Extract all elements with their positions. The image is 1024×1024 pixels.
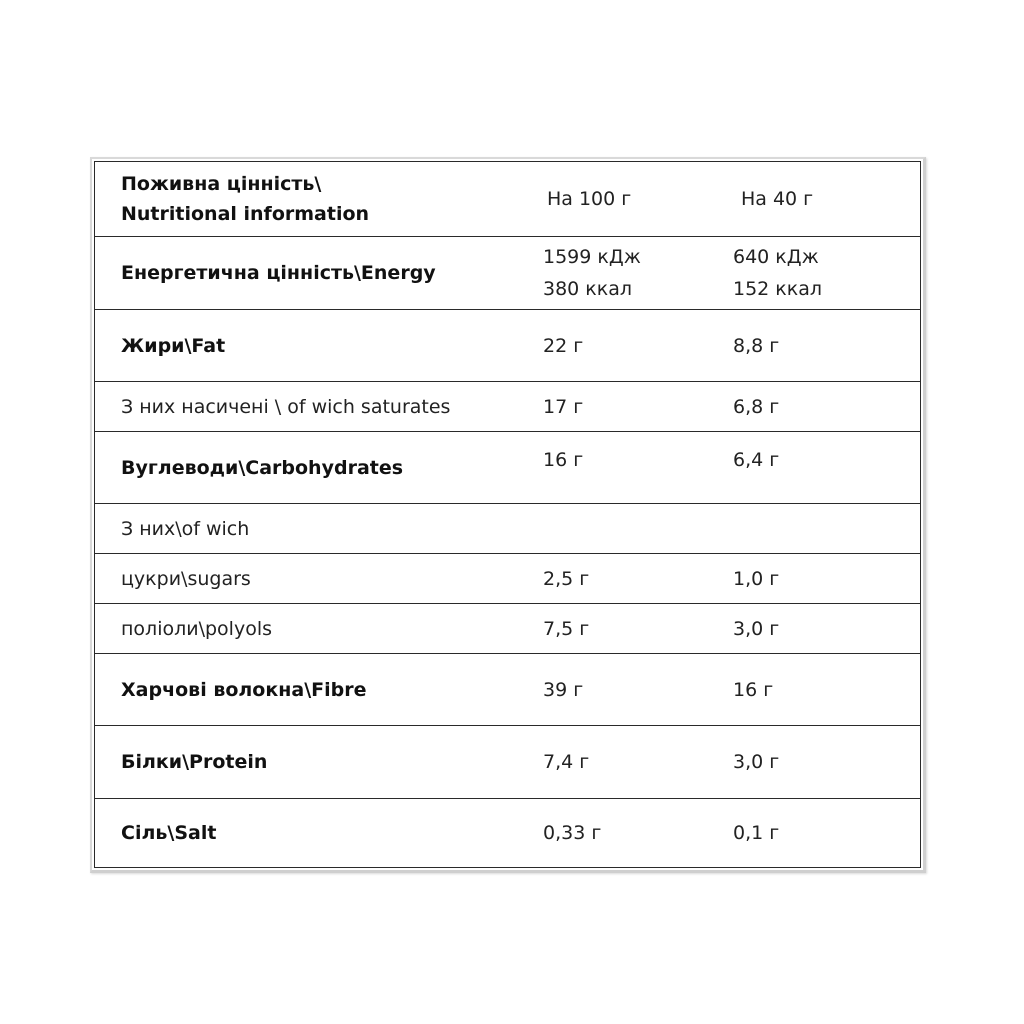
row-value-per-100g: 0,33 г [543,822,602,844]
row-label: поліоли\polyols [121,617,272,640]
header-label-line1: Поживна цінність\ [121,173,322,195]
energy-kj-100g: 1599 кДж [543,246,641,268]
row-value-per-40g: 3,0 г [733,751,780,773]
row-value-per-40g: 6,8 г [733,395,780,418]
row-value-per-100g: 16 г [543,449,584,471]
row-value-per-100g: 22 г [543,334,584,357]
table-row-salt [95,799,920,867]
row-label: Вуглеводи\Carbohydrates [121,456,404,479]
row-label: З них\of wich [121,517,250,540]
table-row-sugars [95,554,920,604]
row-value-per-40g: 16 г [733,678,774,701]
table-row-carbohydrates [95,432,920,504]
row-value-per-40g: 6,4 г [733,449,780,471]
row-value-per-100g [543,241,641,305]
row-value-per-40g: 0,1 г [733,822,780,844]
table-row-saturates [95,382,920,432]
table-row-protein [95,726,920,799]
energy-kj-40g: 640 кДж [733,246,819,268]
row-label: Жири\Fat [121,334,226,357]
nutrition-label-panel [90,157,926,873]
row-value-per-40g: 3,0 г [733,617,780,640]
row-value-per-100g: 7,4 г [543,751,590,773]
row-label: Енергетична цінність\Energy [121,262,436,284]
row-label: цукри\sugars [121,567,251,590]
header-col-per-40g: На 40 г [741,188,814,210]
energy-kcal-40g: 152 ккал [733,278,823,300]
row-value-per-40g: 8,8 г [733,334,780,357]
nutrition-table [94,161,921,868]
row-value-per-40g: 1,0 г [733,567,780,590]
table-row-energy [95,237,920,310]
row-value-per-100g: 7,5 г [543,617,590,640]
table-row-fibre [95,654,920,726]
row-label: Сіль\Salt [121,822,217,844]
table-header-row [95,162,920,237]
energy-kcal-100g: 380 ккал [543,278,633,300]
row-value-per-100g: 2,5 г [543,567,590,590]
header-label-line2: Nutritional information [121,203,370,225]
table-row-fat [95,310,920,382]
row-value-per-100g: 17 г [543,395,584,418]
header-col-per-100g: На 100 г [547,188,632,210]
header-label [121,169,369,229]
row-label: Харчові волокна\Fibre [121,678,367,701]
table-row-polyols [95,604,920,654]
table-row-of-which [95,504,920,554]
row-label: Білки\Protein [121,751,268,773]
row-label: З них насичені \ of wich saturates [121,395,451,418]
row-value-per-100g: 39 г [543,678,584,701]
row-value-per-40g [733,241,822,305]
